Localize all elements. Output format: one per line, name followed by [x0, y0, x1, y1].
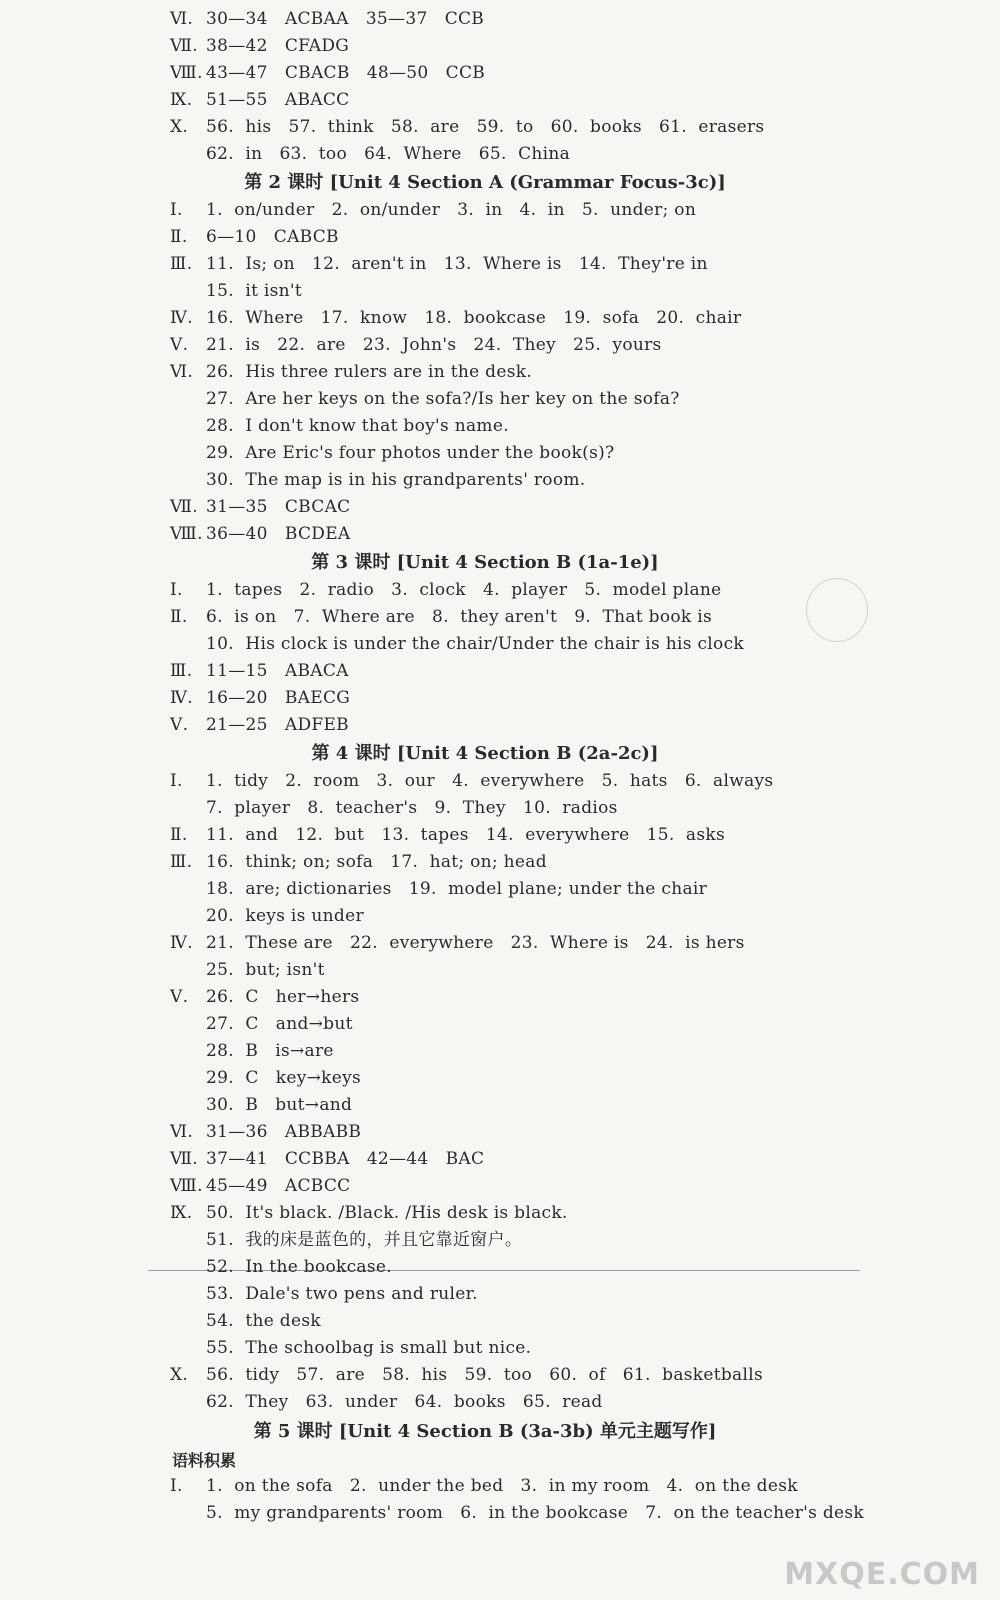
roman-numeral: Ⅹ. [170, 1365, 189, 1385]
answer-text: 51. 我的床是蓝色的，并且它靠近窗户。 [206, 1230, 523, 1250]
answer-text: 15. it isn't [206, 281, 303, 301]
roman-numeral: Ⅶ. [170, 497, 198, 517]
answer-text: 21—25 ADFEB [206, 715, 349, 735]
answer-text: 37—41 CCBBA 42—44 BAC [206, 1149, 485, 1169]
answer-text: 43—47 CBACB 48—50 CCB [206, 63, 486, 83]
roman-numeral: Ⅷ. [170, 524, 203, 544]
roman-numeral: Ⅸ. [170, 90, 193, 110]
answer-text: 53. Dale's two pens and ruler. [206, 1284, 478, 1304]
answer-text: 7. player 8. teacher's 9. They 10. radios [206, 798, 618, 818]
roman-numeral: Ⅳ. [170, 933, 193, 953]
roman-numeral: Ⅲ. [170, 852, 193, 872]
answer-text: 38—42 CFADG [206, 36, 350, 56]
answer-text: 1. tidy 2. room 3. our 4. everywhere 5. hats 6. always [206, 771, 774, 791]
roman-numeral: Ⅱ. [170, 607, 188, 627]
answer-text: 28. I don't know that boy's name. [206, 416, 509, 436]
answer-text: 28. B is→are [206, 1041, 334, 1061]
answer-text: 31—36 ABBABB [206, 1122, 362, 1142]
answer-text: 11. and 12. but 13. tapes 14. everywhere 15. asks [206, 825, 726, 845]
roman-numeral: Ⅳ. [170, 688, 193, 708]
stamp-seal [806, 578, 868, 642]
answer-text: 5. my grandparents' room 6. in the bookcase 7. on the teacher's desk [206, 1503, 865, 1523]
roman-numeral: Ⅱ. [170, 227, 188, 247]
answer-text: 25. but; isn't [206, 960, 325, 980]
answer-text: 11. Is; on 12. aren't in 13. Where is 14. They're in [206, 254, 708, 274]
answer-text: 30. The map is in his grandparents' room. [206, 470, 586, 490]
roman-numeral: Ⅲ. [170, 661, 193, 681]
roman-numeral: Ⅳ. [170, 308, 193, 328]
answer-text: 27. Are her keys on the sofa?/Is her key on the sofa? [206, 389, 680, 409]
roman-numeral: Ⅹ. [170, 117, 189, 137]
lesson-heading-text: 第 2 课时 [Unit 4 Section A (Grammar Focus-3c)] [244, 172, 726, 193]
lesson-heading-text: 第 3 课时 [Unit 4 Section B (1a-1e)] [311, 552, 659, 573]
lesson-heading-text: 第 4 课时 [Unit 4 Section B (2a-2c)] [311, 743, 659, 764]
answer-text: 21. These are 22. everywhere 23. Where is 24. is hers [206, 933, 745, 953]
roman-numeral: Ⅱ. [170, 825, 188, 845]
answer-text: 6. is on 7. Where are 8. they aren't 9. That book is [206, 607, 712, 627]
answer-text: 54. the desk [206, 1311, 321, 1331]
roman-numeral: Ⅴ. [170, 987, 189, 1007]
roman-numeral: Ⅰ. [170, 200, 183, 220]
answer-text: 31—35 CBCAC [206, 497, 351, 517]
answer-text: 1. tapes 2. radio 3. clock 4. player 5. model plane [206, 580, 722, 600]
answer-text: 62. in 63. too 64. Where 65. China [206, 144, 571, 164]
roman-numeral: Ⅸ. [170, 1203, 193, 1223]
answer-text: 1. on/under 2. on/under 3. in 4. in 5. under; on [206, 200, 697, 220]
answer-text: 16—20 BAECG [206, 688, 351, 708]
lesson-heading [0, 549, 1000, 577]
answer-text: 36—40 BCDEA [206, 524, 351, 544]
answer-text: 56. his 57. think 58. are 59. to 60. books 61. erasers [206, 117, 765, 137]
answer-text: 18. are; dictionaries 19. model plane; under the chair [206, 879, 708, 899]
roman-numeral: Ⅲ. [170, 254, 193, 274]
roman-numeral: Ⅰ. [170, 580, 183, 600]
roman-numeral: Ⅵ. [170, 9, 194, 29]
roman-numeral: Ⅴ. [170, 335, 189, 355]
roman-numeral: Ⅵ. [170, 362, 194, 382]
answer-text: 21. is 22. are 23. John's 24. They 25. yours [206, 335, 662, 355]
answer-text: 11—15 ABACA [206, 661, 349, 681]
answer-text: 26. His three rulers are in the desk. [206, 362, 533, 382]
answer-text: 52. In the bookcase. [206, 1257, 392, 1277]
roman-numeral: Ⅷ. [170, 1176, 203, 1196]
roman-numeral: Ⅶ. [170, 1149, 198, 1169]
answer-text: 29. Are Eric's four photos under the book(s)? [206, 443, 615, 463]
answer-text: 55. The schoolbag is small but nice. [206, 1338, 532, 1358]
answer-text: 56. tidy 57. are 58. his 59. too 60. of 61. basketballs [206, 1365, 763, 1385]
section-subheading: 语料积累 [172, 1451, 237, 1470]
answer-text: 16. think; on; sofa 17. hat; on; head [206, 852, 547, 872]
answer-text: 29. C key→keys [206, 1068, 362, 1088]
answer-text: 6—10 CABCB [206, 227, 339, 247]
answer-text: 26. C her→hers [206, 987, 360, 1007]
lesson-heading [0, 169, 1000, 197]
answer-text: 50. It's black. /Black. /His desk is black. [206, 1203, 568, 1223]
lesson-heading-text: 第 5 课时 [Unit 4 Section B (3a-3b) 单元主题写作] [253, 1421, 717, 1442]
lesson-heading [0, 1418, 1000, 1446]
roman-numeral: Ⅴ. [170, 715, 189, 735]
answer-text: 30. B but→and [206, 1095, 353, 1115]
answer-text: 27. C and→but [206, 1014, 353, 1034]
watermark: MXQE.COM [784, 1557, 980, 1592]
roman-numeral: Ⅵ. [170, 1122, 194, 1142]
answer-text: 16. Where 17. know 18. bookcase 19. sofa 20. chair [206, 308, 742, 328]
roman-numeral: Ⅶ. [170, 36, 198, 56]
answer-text: 51—55 ABACC [206, 90, 350, 110]
answer-text: 20. keys is under [206, 906, 364, 926]
answer-text: 10. His clock is under the chair/Under the chair is his clock [206, 634, 744, 654]
answer-text: 1. on the sofa 2. under the bed 3. in my room 4. on the desk [206, 1476, 798, 1496]
lesson-heading [0, 740, 1000, 768]
roman-numeral: Ⅷ. [170, 63, 203, 83]
answer-text: 30—34 ACBAA 35—37 CCB [206, 9, 485, 29]
answer-text: 45—49 ACBCC [206, 1176, 351, 1196]
roman-numeral: Ⅰ. [170, 1476, 183, 1496]
answer-text: 62. They 63. under 64. books 65. read [206, 1392, 603, 1412]
roman-numeral: Ⅰ. [170, 771, 183, 791]
